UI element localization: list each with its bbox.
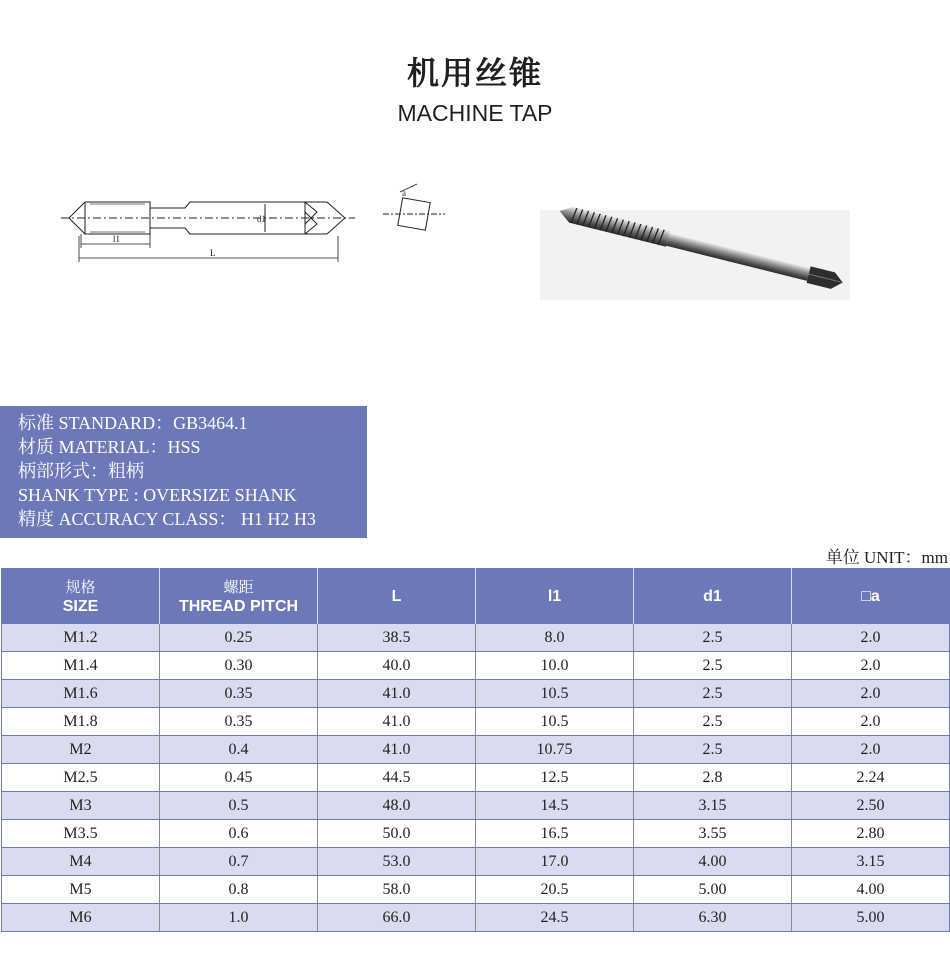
table-cell: 17.0 bbox=[476, 848, 634, 876]
table-cell: 0.8 bbox=[160, 876, 318, 904]
table-cell: 2.5 bbox=[634, 680, 792, 708]
table-cell: 2.0 bbox=[792, 652, 950, 680]
table-cell: 2.0 bbox=[792, 708, 950, 736]
table-cell: 10.5 bbox=[476, 708, 634, 736]
col-header-pitch: 螺距 THREAD PITCH bbox=[160, 569, 318, 625]
spec-shank-cn: 柄部形式：粗柄 bbox=[18, 461, 144, 481]
dim-l1-label: l1 bbox=[113, 234, 121, 244]
table-cell: 14.5 bbox=[476, 792, 634, 820]
table-row bbox=[2, 652, 950, 680]
table-cell: 2.50 bbox=[792, 792, 950, 820]
table-header-row bbox=[2, 569, 950, 625]
table-cell: 0.35 bbox=[160, 680, 318, 708]
table-cell: 41.0 bbox=[318, 680, 476, 708]
table-cell: M1.4 bbox=[2, 652, 160, 680]
table-cell: 2.0 bbox=[792, 624, 950, 652]
table-cell: 0.4 bbox=[160, 736, 318, 764]
col-header-a: □a bbox=[792, 569, 950, 625]
table-cell: 48.0 bbox=[318, 792, 476, 820]
table-cell: 41.0 bbox=[318, 736, 476, 764]
table-cell: 2.5 bbox=[634, 652, 792, 680]
table-row bbox=[2, 764, 950, 792]
table-cell: 12.5 bbox=[476, 764, 634, 792]
table-cell: 66.0 bbox=[318, 904, 476, 932]
table-cell: M5 bbox=[2, 876, 160, 904]
table-cell: 3.55 bbox=[634, 820, 792, 848]
spec-standard: 标准 STANDARD：GB3464.1 bbox=[18, 413, 248, 433]
spec-material: 材质 MATERIAL：HSS bbox=[18, 437, 201, 457]
table-cell: 58.0 bbox=[318, 876, 476, 904]
table-cell: 0.7 bbox=[160, 848, 318, 876]
table-cell: 16.5 bbox=[476, 820, 634, 848]
table-cell: 41.0 bbox=[318, 708, 476, 736]
table-cell: 1.0 bbox=[160, 904, 318, 932]
table-cell: M6 bbox=[2, 904, 160, 932]
table-row bbox=[2, 736, 950, 764]
table-cell: 2.80 bbox=[792, 820, 950, 848]
col-header-d1: d1 bbox=[634, 569, 792, 625]
table-cell: 38.5 bbox=[318, 624, 476, 652]
size-table bbox=[1, 568, 950, 932]
table-cell: 2.5 bbox=[634, 708, 792, 736]
table-cell: 2.24 bbox=[792, 764, 950, 792]
col-header-L: L bbox=[318, 569, 476, 625]
table-cell: 40.0 bbox=[318, 652, 476, 680]
table-cell: 0.25 bbox=[160, 624, 318, 652]
table-cell: 24.5 bbox=[476, 904, 634, 932]
table-cell: 50.0 bbox=[318, 820, 476, 848]
table-cell: 6.30 bbox=[634, 904, 792, 932]
table-cell: 4.00 bbox=[792, 876, 950, 904]
col-header-size: 规格 SIZE bbox=[2, 569, 160, 625]
page-title-en: MACHINE TAP bbox=[397, 100, 553, 126]
table-cell: M2.5 bbox=[2, 764, 160, 792]
table-cell: 0.45 bbox=[160, 764, 318, 792]
table-cell: 3.15 bbox=[634, 792, 792, 820]
table-cell: 3.15 bbox=[792, 848, 950, 876]
table-cell: M1.2 bbox=[2, 624, 160, 652]
spec-shank-en: SHANK TYPE : OVERSIZE SHANK bbox=[18, 485, 297, 505]
table-cell: 2.5 bbox=[634, 736, 792, 764]
table-row bbox=[2, 680, 950, 708]
tap-technical-drawing bbox=[55, 178, 455, 268]
table-cell: 0.6 bbox=[160, 820, 318, 848]
table-cell: 2.0 bbox=[792, 680, 950, 708]
table-cell: 0.5 bbox=[160, 792, 318, 820]
spec-panel bbox=[0, 406, 367, 538]
table-cell: 0.35 bbox=[160, 708, 318, 736]
table-cell: 44.5 bbox=[318, 764, 476, 792]
table-cell: M4 bbox=[2, 848, 160, 876]
table-row bbox=[2, 624, 950, 652]
table-cell: 10.0 bbox=[476, 652, 634, 680]
table-row bbox=[2, 876, 950, 904]
table-cell: 20.5 bbox=[476, 876, 634, 904]
table-cell: 10.5 bbox=[476, 680, 634, 708]
table-cell: 5.00 bbox=[792, 904, 950, 932]
page-title-cn: 机用丝锥 bbox=[406, 54, 543, 92]
dim-L-label: L bbox=[210, 248, 216, 258]
col-header-l1: l1 bbox=[476, 569, 634, 625]
table-cell: M1.6 bbox=[2, 680, 160, 708]
dim-a-label: a bbox=[402, 188, 406, 198]
spec-accuracy: 精度 ACCURACY CLASS： H1 H2 H3 bbox=[18, 509, 316, 529]
table-cell: 5.00 bbox=[634, 876, 792, 904]
table-cell: 8.0 bbox=[476, 624, 634, 652]
table-row bbox=[2, 708, 950, 736]
unit-label: 单位 UNIT：mm bbox=[825, 548, 948, 567]
table-cell: 53.0 bbox=[318, 848, 476, 876]
dim-d1-label: d1 bbox=[257, 214, 266, 224]
table-cell: M3.5 bbox=[2, 820, 160, 848]
table-cell: 2.0 bbox=[792, 736, 950, 764]
table-row bbox=[2, 792, 950, 820]
table-cell: 4.00 bbox=[634, 848, 792, 876]
tap-product-image bbox=[535, 205, 855, 305]
table-cell: 2.5 bbox=[634, 624, 792, 652]
table-cell: 10.75 bbox=[476, 736, 634, 764]
table-row bbox=[2, 820, 950, 848]
table-row bbox=[2, 848, 950, 876]
table-row bbox=[2, 904, 950, 932]
table-cell: M2 bbox=[2, 736, 160, 764]
table-cell: 2.8 bbox=[634, 764, 792, 792]
table-cell: M3 bbox=[2, 792, 160, 820]
table-cell: M1.8 bbox=[2, 708, 160, 736]
table-cell: 0.30 bbox=[160, 652, 318, 680]
